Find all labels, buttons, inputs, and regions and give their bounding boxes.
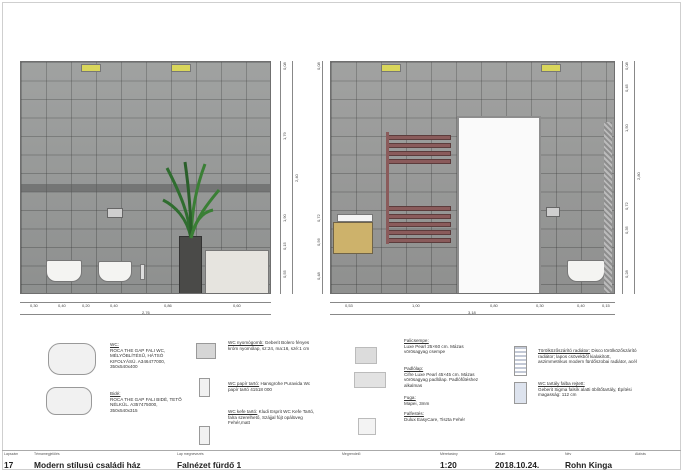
value-datum: 2018.10.24. <box>495 460 540 470</box>
bidet-product-image <box>46 387 92 415</box>
spec-paper-holder <box>228 381 316 392</box>
wall-hung-wc-icon <box>46 260 82 282</box>
dim-a-total: 2,76 <box>142 310 150 315</box>
spec-grout-title: Fuga: <box>404 395 416 400</box>
value-lapszam: 17 <box>4 460 14 470</box>
spec-paper-holder-text: Hansgrohe Puravida Wc papír tartó 41518 000 <box>228 381 311 392</box>
spec-wc-text: ROCA THE GAP FALI WC, MÉLYÖBLÍTÉSŰ, HÁTSÓ KIFOLYÁSÚ. A346477000, 350x540x400 <box>110 347 166 370</box>
ceiling-lamp-icon <box>171 64 191 72</box>
vdim-b-left-1: 0,08 <box>316 62 321 70</box>
spec-bidet-text: ROCA THE GAP FALI BIDÉ, TETŐ NÉLKÜL. A357475000, 350x540x315 <box>110 396 182 413</box>
spec-brush-holder <box>228 409 316 426</box>
spec-cistern-title: WC tartály falba rejtett: <box>538 381 585 386</box>
value-lapmegnevezes: Falnézet fürdő 1 <box>177 460 242 470</box>
vdim-b-left-4: 0,48 <box>316 272 321 280</box>
spec-brush-holder-text: Kludi Esprit WC Kefe Tartó, falra szerelhető, Szájjal fújt opálüveg Fehér,matt <box>228 409 315 426</box>
spec-wall-tile <box>404 338 488 355</box>
washbasin-icon <box>337 214 373 222</box>
vanity-cabinet-icon <box>333 222 373 254</box>
spec-floor-tile-title: Padlólap: <box>404 366 424 371</box>
radiator-image <box>514 346 527 376</box>
vdim-a-5: 0,55 <box>282 270 287 278</box>
floor-tile-sample <box>354 372 386 388</box>
dim-a-1: 0,30 <box>30 303 38 308</box>
vdim-b-3: 1,50 <box>624 124 629 132</box>
vdim-b-left-2: 0,72 <box>316 214 321 222</box>
vdim-b-left-3: 0,56 <box>316 238 321 246</box>
dim-b-total: 3,18 <box>468 310 476 315</box>
towel-radiator-bar <box>387 222 451 227</box>
vdim-line-a-1 <box>280 61 281 294</box>
label-lapmegnevezes: Lap megnevezés <box>177 452 204 456</box>
wall-tile-sample <box>355 347 377 364</box>
label-datum: Dátum <box>495 452 506 456</box>
label-megrendelo: Megrendelő <box>342 452 361 456</box>
spec-brush-holder-title: WC kefe tartó: <box>228 409 258 414</box>
value-nev: Rohn Kinga <box>565 460 612 470</box>
wall-elevation-b <box>330 61 615 294</box>
spec-floor-tile <box>404 366 488 388</box>
ceiling-lamp-icon <box>81 64 101 72</box>
title-block-top-line <box>2 450 681 451</box>
spec-radiator-title: Törölközőszárító radiátor: <box>538 348 591 353</box>
dim-line-b <box>330 302 615 303</box>
plant-pot-icon <box>179 236 202 294</box>
dim-a-3: 0,20 <box>82 303 90 308</box>
spec-paint <box>404 411 488 422</box>
vdim-b-5: 0,35 <box>624 226 629 234</box>
vdim-a-3: 1,90 <box>282 214 287 222</box>
spec-flush-button-title: WC nyomógomb: <box>228 340 264 345</box>
spec-flush-button <box>228 340 316 351</box>
dim-b-4: 0,30 <box>536 303 544 308</box>
spec-grout-text: Mapei, 3mm <box>404 400 430 406</box>
flush-button-image <box>196 343 216 359</box>
spec-radiator <box>538 348 638 365</box>
vdim-line-b-left <box>322 61 323 294</box>
spec-paint-text: Dulux EasyCare, Tiszta Fehér <box>404 416 466 422</box>
wall-hung-bidet-icon <box>98 261 132 282</box>
vdim-a-1: 0,08 <box>282 62 287 70</box>
wall-elevation-a <box>20 61 271 294</box>
paint-sample <box>358 418 376 435</box>
spec-flush-button-text: Geberit Bolero fényes króm nyomólap, sz:24, ma:16, szé:1 cm <box>228 340 310 351</box>
spec-wall-tile-text: Luxe Pearl 25×60 cm. Mázas vörösagyag csempe <box>404 343 464 355</box>
flush-plate-icon <box>546 207 560 217</box>
vdim-a-2: 1,79 <box>282 132 287 140</box>
dim-b-6: 0,15 <box>602 303 610 308</box>
wall-shadow-band <box>21 184 270 192</box>
towel-radiator-bar <box>387 214 451 219</box>
vdim-line-b-2 <box>634 61 635 294</box>
towel-radiator-bar <box>387 143 451 148</box>
vdim-b-6: 0,28 <box>624 270 629 278</box>
wc-product-image <box>48 343 96 375</box>
dim-b-5: 0,40 <box>577 303 585 308</box>
vdim-a-6: 2,40 <box>294 174 299 182</box>
spec-wc <box>110 342 182 370</box>
ceiling-lamp-icon <box>541 64 561 72</box>
ceiling-lamp-icon <box>381 64 401 72</box>
vdim-a-4: 0,15 <box>282 242 287 250</box>
vdim-line-b-1 <box>622 61 623 294</box>
spec-radiator-text: Disco törölközőszárító radiátor; lapos csövekből kialakított, aszimmetrikus modern fürdőszobai radiátor, acél <box>538 348 637 365</box>
spec-bidet-title: Bidé: <box>110 391 121 396</box>
spec-cistern <box>538 381 638 398</box>
dim-a-6: 0,60 <box>233 303 241 308</box>
brush-holder-image <box>199 426 210 445</box>
spec-wc-title: WC: <box>110 342 119 347</box>
label-nev: Név <box>565 452 572 456</box>
towel-radiator-bar <box>387 206 451 211</box>
label-temamegjeloles: Témamegjelölés <box>34 452 60 456</box>
spec-floor-tile-text: Cifre Luxe Pearl 45×45 cm. Mázas vörösagyag padlólap. Padlófűtéshez alkalmas <box>404 371 479 388</box>
label-lapszam: Lapszám <box>4 452 19 456</box>
value-temamegjeloles: Modern stílusú családi ház <box>34 460 141 470</box>
dim-a-2: 0,40 <box>58 303 66 308</box>
wall-hung-wc-icon <box>567 260 605 282</box>
towel-radiator-bar <box>387 135 451 140</box>
door-icon <box>457 116 541 294</box>
vdim-line-a-2 <box>292 61 293 294</box>
wall-section-hatch <box>604 122 612 294</box>
toilet-brush-holder-icon <box>140 264 145 280</box>
towel-radiator-bar <box>387 151 451 156</box>
spec-cistern-text: Geberit Sigma falsík alatti öblítőtartály, Építési magasság: 112 cm <box>538 386 632 398</box>
spec-wall-tile-title: Falicsempe: <box>404 338 429 343</box>
label-alairas: Aláírás <box>635 452 646 456</box>
vdim-b-1: 0,08 <box>624 62 629 70</box>
vdim-b-2: 0,45 <box>624 84 629 92</box>
towel-radiator-bar <box>387 238 451 243</box>
vdim-b-7: 2,80 <box>636 172 641 180</box>
dim-a-4: 0,40 <box>110 303 118 308</box>
dim-b-2: 1,00 <box>412 303 420 308</box>
vdim-b-4: 0,72 <box>624 202 629 210</box>
value-meretarany: 1:20 <box>440 460 457 470</box>
towel-radiator-frame <box>386 132 389 244</box>
towel-radiator-bar <box>387 230 451 235</box>
spec-bidet <box>110 391 182 413</box>
flush-plate-icon <box>107 208 123 218</box>
spec-paint-title: Falfestés: <box>404 411 424 416</box>
dim-a-5: 0,86 <box>164 303 172 308</box>
cistern-image <box>514 382 527 404</box>
dim-b-3: 0,80 <box>490 303 498 308</box>
spec-paper-holder-title: WC papír tartó: <box>228 381 260 386</box>
dim-b-1: 0,53 <box>345 303 353 308</box>
spec-grout <box>404 395 488 406</box>
label-meretarany: Méretarány <box>440 452 458 456</box>
wall-cabinet-box <box>205 250 269 294</box>
plant-icon <box>161 160 221 240</box>
towel-radiator-bar <box>387 159 451 164</box>
paper-holder-image <box>199 378 210 397</box>
